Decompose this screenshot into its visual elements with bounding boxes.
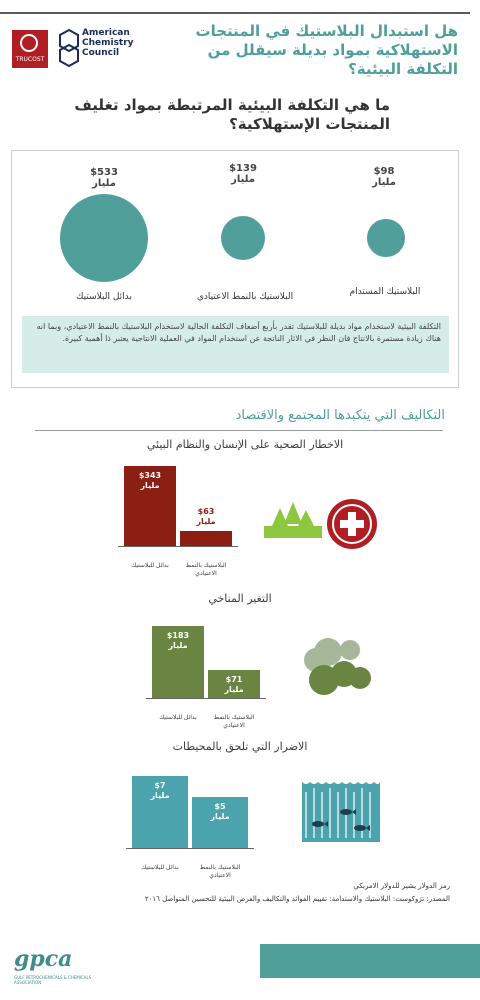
trucost-logo-text: TRUCOST (15, 56, 45, 63)
ocean-fish-icon (300, 778, 382, 844)
top-rule (0, 12, 470, 14)
currency-note: رمز الدولار يشير للدولار الامريكي (353, 882, 450, 890)
acc-word-1: American (82, 28, 130, 38)
overview-circle (60, 194, 148, 282)
footer-notes (120, 880, 450, 906)
health-chart (0, 434, 480, 584)
bar-category-label: البلاستيك بالنمط الاعتيادي (213, 714, 255, 729)
question-heading: ما هي التكلفة البيئية المرتبطة بمواد تغليف المنتجات الإستهلاكية؟ (74, 96, 390, 133)
chart-baseline (146, 698, 266, 699)
bar-amount: $7 (154, 781, 166, 790)
bar-unit: مليار (168, 641, 188, 650)
bar-value-label (153, 631, 203, 651)
overview-amount: $98 (373, 166, 395, 177)
acc-word-3: Council (82, 48, 120, 58)
overview-amount: $533 (90, 167, 118, 178)
footer-bar (260, 944, 480, 978)
source-note: المصدر: ترَوكوست: البلاستيك والاستدامة: تقييم الفوائد والتكاليف والفرص البيئية للتحسين المتواصل ٢٠١٦ (144, 895, 450, 903)
smoke-clouds-icon (298, 636, 382, 698)
gpca-logo-subtitle: GULF PETROCHEMICALS & CHEMICALS ASSOCIATION (14, 975, 92, 985)
overview-note: التكلفة البيئية لاستخدام مواد بديلة للبلاستيك تقدر بأربع أضعاف التكلفة الحالية لاستخدام البلاستيك بالنمط الاعتيادي، وبما انه هناك زيادة مستمرة بالانتاج فان النظر في الاثار الناتجة عن استخدام المواد في العملية الانتاجية يعتبر ذا أهمية كبيرة. (22, 316, 449, 373)
bar-value-label (125, 471, 175, 491)
trucost-logo-mark (20, 34, 38, 52)
overview-unit: مليار (372, 177, 396, 188)
bar-unit: مليار (140, 481, 160, 490)
bar-value-label (135, 781, 185, 801)
bar-value-label (181, 507, 231, 527)
bar-value-label (209, 675, 259, 695)
bar-category-label: بدائل للبلاستيك (159, 714, 197, 721)
acc-hexagon-icon (58, 28, 80, 68)
overview-label: البلاستيك المستدام (349, 287, 421, 297)
bar-value-label (195, 802, 245, 822)
chart-title: التغير المناخي (208, 592, 272, 605)
ocean-chart (0, 736, 480, 886)
bar-category-label: البلاستيك بالنمط الاعتيادي (199, 864, 241, 879)
bar-amount: $183 (166, 631, 190, 640)
overview-unit: مليار (231, 174, 255, 185)
bar-amount: $63 (197, 507, 215, 517)
overview-value (344, 166, 424, 188)
overview-label: بدائل البلاستيك (76, 292, 132, 302)
chart-title: الاضرار التي تلحق بالمحيطات (172, 740, 308, 753)
costs-section-title: التكاليف التي يتكبدها المجتمع والاقتصاد (235, 408, 445, 423)
acc-logo-text (82, 28, 162, 58)
climate-chart (0, 588, 480, 738)
bar-amount: $71 (225, 675, 243, 685)
bar-unit: مليار (210, 811, 230, 821)
bar-amount: $343 (138, 471, 162, 480)
bar-unit: مليار (224, 685, 244, 695)
health-cross-and-trees-icon (262, 488, 382, 554)
chart-bar (180, 531, 232, 546)
overview-circle (367, 219, 405, 257)
overview-unit: مليار (92, 178, 116, 189)
acc-word-2: Chemistry (82, 38, 134, 48)
bar-amount: $5 (214, 801, 226, 811)
chart-title: الاخطار الصحية على الإنسان والنظام البيئي (146, 438, 344, 451)
overview-value (64, 167, 144, 189)
section-divider (35, 430, 443, 431)
page-title: هل استبدال البلاستيك في المنتجات الاستهلاكية بمواد بديلة سيقلل من التكلفة البيئية؟ (195, 22, 458, 78)
overview-amount: $139 (229, 163, 257, 174)
bar-category-label: بدائل للبلاستيك (131, 562, 169, 569)
chart-baseline (126, 848, 254, 849)
bar-category-label: البلاستيك بالنمط الاعتيادي (185, 562, 227, 577)
chart-baseline (118, 546, 238, 547)
bar-category-label: بدائل للبلاستيك (141, 864, 179, 871)
bar-unit: مليار (150, 791, 170, 800)
overview-label: البلاستيك بالنمط الاعتيادي (196, 292, 294, 302)
trucost-logo (12, 30, 48, 68)
overview-value (203, 163, 283, 185)
bar-unit: مليار (196, 517, 216, 527)
gpca-logo: gpca (14, 946, 73, 972)
